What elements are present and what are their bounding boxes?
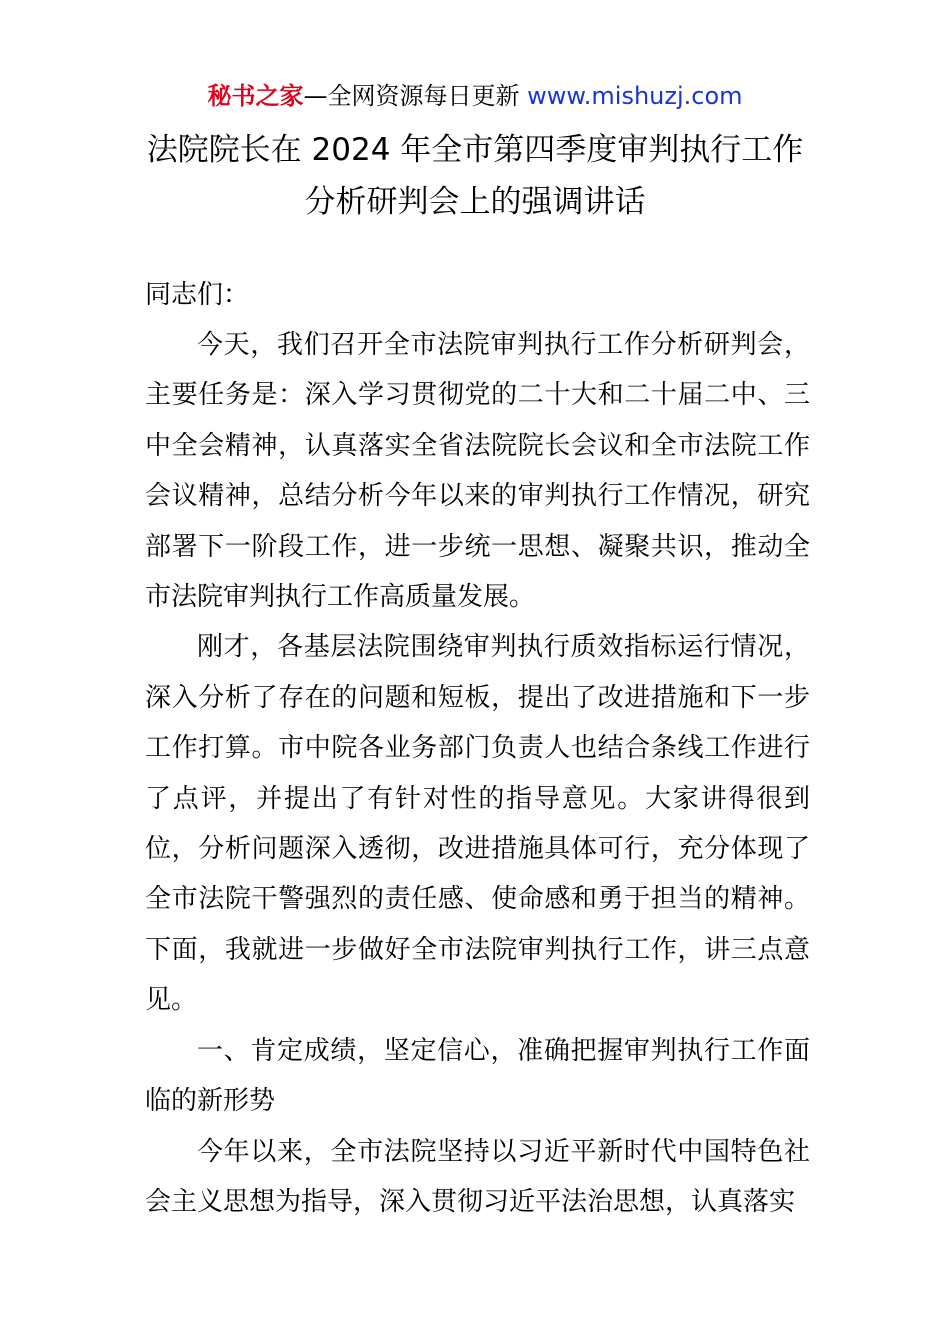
paragraph-2: 刚才，各基层法院围绕审判执行质效指标运行情况，深入分析了存在的问题和短板，提出了改进措施和下一步工作打算。市中院各业务部门负责人也结合条线工作进行了点评，并提出了有针对性的指导意见。大家讲得很到位，分析问题深入透彻，改进措施具体可行，充分体现了全市法院干警强烈的责任感、使命感和勇于担当的精神。下面，我就进一步做好全市法院审判执行工作，讲三点意见。: [145, 632, 810, 1016]
brand-name: 秘书之家: [207, 82, 304, 110]
salutation: 同志们：: [145, 280, 250, 310]
document-body: [145, 270, 810, 1227]
title-line-2: 分析研判会上的强调讲话: [304, 184, 646, 220]
title-line-1: 法院院长在 2024 年全市第四季度审判执行工作: [146, 132, 804, 168]
paragraph-3: 今年以来，全市法院坚持以习近平新时代中国特色社会主义思想为指导，深入贯彻习近平法治思想，认真落实: [145, 1136, 810, 1217]
site-url-link[interactable]: www.mishuzj.com: [527, 82, 743, 110]
document-title: [100, 124, 850, 228]
paragraph-1: 今天，我们召开全市法院审判执行工作分析研判会，主要任务是：深入学习贯彻党的二十大和二十届二中、三中全会精神，认真落实全省法院院长会议和全市法院工作会议精神，总结分析今年以来的审判执行工作情况，研究部署下一阶段工作，进一步统一思想、凝聚共识，推动全市法院审判执行工作高质量发展。: [145, 330, 810, 613]
site-header: [0, 80, 950, 112]
header-tagline: —全网资源每日更新: [303, 82, 528, 110]
section-heading-1: 一、肯定成绩，坚定信心，准确把握审判执行工作面临的新形势: [145, 1035, 810, 1117]
